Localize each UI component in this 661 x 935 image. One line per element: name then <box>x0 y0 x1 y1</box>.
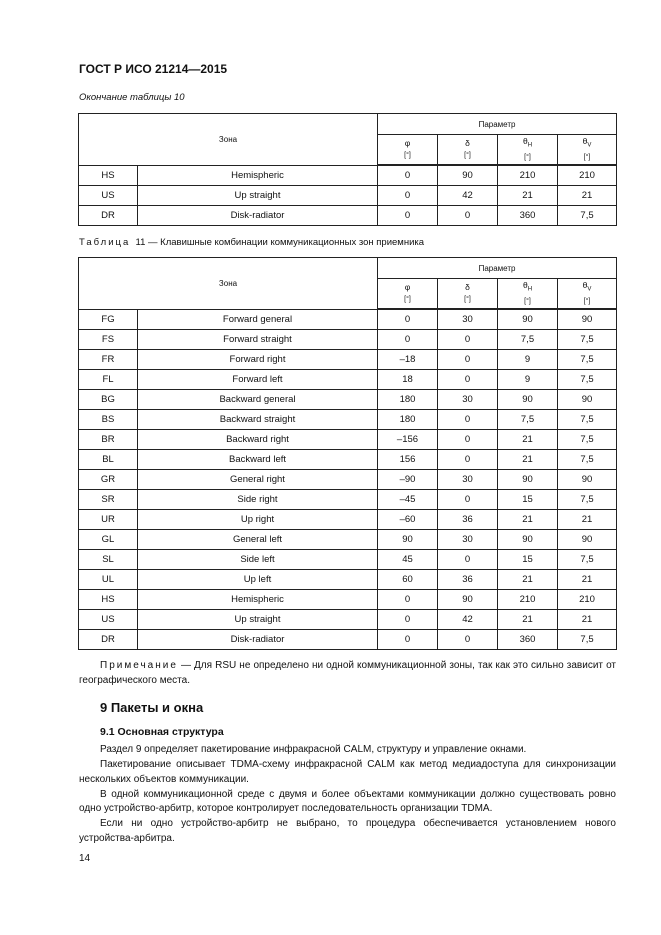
table-cell: Forward general <box>138 309 378 330</box>
table-cell: 60 <box>378 570 438 590</box>
table-cell: 7,5 <box>558 550 617 570</box>
document-header: ГОСТ Р ИСО 21214—2015 <box>79 62 228 76</box>
table-cell: FS <box>79 330 138 350</box>
table-cell: Up straight <box>138 610 378 630</box>
param-symbol: φ <box>404 138 411 148</box>
table-cell: Disk-radiator <box>138 630 378 650</box>
note-text: — Для RSU не определено ни одной коммуникационной зоны, так как это сильно зависит от географического места. <box>79 660 616 686</box>
table-row <box>79 350 617 370</box>
page-number: 14 <box>79 853 91 865</box>
param-symbol: $\theta_V$ <box>582 279 592 293</box>
table-cell: Forward right <box>138 350 378 370</box>
table-cell: 0 <box>438 430 498 450</box>
zone-header: Зона <box>79 258 378 310</box>
table-row <box>79 410 617 430</box>
table-cell: 0 <box>378 610 438 630</box>
param-col-header <box>378 135 438 166</box>
table-cell: GR <box>79 470 138 490</box>
table-cell: DR <box>79 630 138 650</box>
table-cell: 210 <box>558 165 617 186</box>
table-11 <box>78 257 617 650</box>
table-cell: HS <box>79 165 138 186</box>
table-cell: HS <box>79 590 138 610</box>
table-cell: Backward left <box>138 450 378 470</box>
table-cell: 18 <box>378 370 438 390</box>
table-cell: 360 <box>498 206 558 226</box>
table-row <box>79 510 617 530</box>
paragraph: В одной коммуникационной среде с двумя и более объектами коммуникации должно существовать ровно одно устройство-арбитр, которое контролирует последовательность организации TDMA. <box>79 788 616 815</box>
table-row <box>79 330 617 350</box>
table-cell: 90 <box>438 590 498 610</box>
table-cell: 0 <box>378 186 438 206</box>
table-cell: 0 <box>438 410 498 430</box>
table-cell: DR <box>79 206 138 226</box>
table-cell: General right <box>138 470 378 490</box>
table-cell: 30 <box>438 470 498 490</box>
table-cell: 21 <box>498 570 558 590</box>
table-cell: Side left <box>138 550 378 570</box>
table-cell: 0 <box>438 330 498 350</box>
table-cell: 0 <box>438 450 498 470</box>
table-cell: Hemispheric <box>138 165 378 186</box>
table-cell: 21 <box>498 186 558 206</box>
param-symbol: $\theta_H$ <box>522 279 533 293</box>
zone-header: Зона <box>79 114 378 166</box>
table-cell: 7,5 <box>558 350 617 370</box>
table-cell: Hemispheric <box>138 590 378 610</box>
table-cell: Side right <box>138 490 378 510</box>
table-row <box>79 590 617 610</box>
table-cell: 0 <box>438 630 498 650</box>
paragraph: Если ни одно устройство-арбитр не выбрано, то процедура обеспечивается установлением нового устройства-арбитра. <box>79 817 616 844</box>
note-label: Примечание <box>100 660 178 671</box>
param-col-header <box>498 279 558 310</box>
table-cell: 7,5 <box>498 330 558 350</box>
table-cell: 90 <box>438 165 498 186</box>
table-cell: 7,5 <box>498 410 558 430</box>
table-cell: 21 <box>498 430 558 450</box>
table-cell: 45 <box>378 550 438 570</box>
table-cell: Forward straight <box>138 330 378 350</box>
table-row <box>79 206 617 226</box>
table-cell: Backward straight <box>138 410 378 430</box>
table-cell: 210 <box>558 590 617 610</box>
table-cell: Up right <box>138 510 378 530</box>
table-cell: 7,5 <box>558 330 617 350</box>
table-cell: 7,5 <box>558 490 617 510</box>
table-cell: 7,5 <box>558 370 617 390</box>
table-row <box>79 186 617 206</box>
param-symbol: $\theta_H$ <box>522 135 533 149</box>
table-cell: 360 <box>498 630 558 650</box>
table10-caption: Окончание таблицы 10 <box>79 92 185 103</box>
table-row <box>79 550 617 570</box>
table-cell: 0 <box>438 490 498 510</box>
table-cell: 180 <box>378 410 438 430</box>
table-row <box>79 490 617 510</box>
param-symbol: φ <box>404 282 411 292</box>
param-unit: [°] <box>583 154 591 162</box>
table-cell: BG <box>79 390 138 410</box>
table-cell: 90 <box>498 309 558 330</box>
table-cell: 0 <box>378 206 438 226</box>
param-symbol: δ <box>465 138 470 148</box>
table-row <box>79 630 617 650</box>
table-cell: 90 <box>558 470 617 490</box>
param-col-header <box>498 135 558 166</box>
table-row <box>79 610 617 630</box>
param-col-header <box>438 279 498 310</box>
param-unit: [°] <box>583 298 591 306</box>
table-cell: 30 <box>438 390 498 410</box>
param-unit: [°] <box>524 154 531 162</box>
table-cell: 21 <box>558 610 617 630</box>
table-cell: 90 <box>378 530 438 550</box>
subsection-heading: 9.1 Основная структура <box>100 726 224 739</box>
param-unit: [°] <box>464 152 471 159</box>
table-cell: 9 <box>498 370 558 390</box>
table-cell: 0 <box>438 370 498 390</box>
table-cell: US <box>79 186 138 206</box>
table-cell: 210 <box>498 165 558 186</box>
table-cell: 7,5 <box>558 430 617 450</box>
table-cell: 90 <box>498 390 558 410</box>
table-cell: UR <box>79 510 138 530</box>
table-cell: 36 <box>438 510 498 530</box>
table-cell: 180 <box>378 390 438 410</box>
table-cell: 156 <box>378 450 438 470</box>
table-cell: 90 <box>498 530 558 550</box>
param-col-header <box>558 135 617 166</box>
table-row <box>79 430 617 450</box>
note <box>79 659 616 688</box>
table-cell: 0 <box>378 590 438 610</box>
table-cell: UL <box>79 570 138 590</box>
table-cell: 0 <box>438 206 498 226</box>
param-header: Параметр <box>378 258 617 279</box>
table-cell: 21 <box>498 610 558 630</box>
param-unit: [°] <box>404 152 411 159</box>
table-cell: 0 <box>438 350 498 370</box>
table-cell: 21 <box>498 450 558 470</box>
table-cell: 0 <box>438 550 498 570</box>
table-cell: FG <box>79 309 138 330</box>
table-cell: –90 <box>378 470 438 490</box>
table-cell: 42 <box>438 186 498 206</box>
table-cell: FR <box>79 350 138 370</box>
table-cell: 0 <box>378 330 438 350</box>
param-unit: [°] <box>464 296 471 303</box>
table-cell: Disk-radiator <box>138 206 378 226</box>
table-cell: 7,5 <box>558 206 617 226</box>
table-row <box>79 370 617 390</box>
table-cell: 9 <box>498 350 558 370</box>
param-col-header <box>558 279 617 310</box>
table-cell: Forward left <box>138 370 378 390</box>
param-symbol: δ <box>465 282 470 292</box>
param-col-header <box>438 135 498 166</box>
caption-label: Таблица <box>79 237 131 248</box>
table-cell: 36 <box>438 570 498 590</box>
table-cell: Backward right <box>138 430 378 450</box>
table-row <box>79 165 617 186</box>
table11-caption <box>79 237 616 249</box>
table-cell: –45 <box>378 490 438 510</box>
table-cell: 90 <box>498 470 558 490</box>
param-symbol: $\theta_V$ <box>582 135 592 149</box>
caption-text: 11 — Клавишные комбинации коммуникационных зон приемника <box>135 237 425 248</box>
table-row <box>79 450 617 470</box>
table-cell: BS <box>79 410 138 430</box>
table-cell: –156 <box>378 430 438 450</box>
table-row <box>79 470 617 490</box>
table-cell: GL <box>79 530 138 550</box>
param-unit: [°] <box>404 296 411 303</box>
table-cell: 21 <box>558 570 617 590</box>
table-cell: 0 <box>378 630 438 650</box>
table-cell: 30 <box>438 530 498 550</box>
table-cell: 0 <box>378 309 438 330</box>
table-cell: 90 <box>558 390 617 410</box>
table-cell: 21 <box>558 186 617 206</box>
table-cell: SR <box>79 490 138 510</box>
param-header: Параметр <box>378 114 617 135</box>
table-cell: 42 <box>438 610 498 630</box>
table-cell: 90 <box>558 309 617 330</box>
table-cell: 15 <box>498 550 558 570</box>
table-row <box>79 530 617 550</box>
table-cell: FL <box>79 370 138 390</box>
table-cell: Backward general <box>138 390 378 410</box>
param-col-header <box>378 279 438 310</box>
section-heading: 9 Пакеты и окна <box>100 700 204 716</box>
table-cell: 0 <box>378 165 438 186</box>
table-cell: 30 <box>438 309 498 330</box>
paragraph: Пакетирование описывает TDMA-схему инфракрасной CALM как метод медиадоступа для синхронизации нескольких объектов коммуникации. <box>79 759 616 785</box>
table-row <box>79 390 617 410</box>
body-text <box>79 743 616 846</box>
table-cell: 7,5 <box>558 410 617 430</box>
param-unit: [°] <box>524 298 531 306</box>
table-row <box>79 570 617 590</box>
table-cell: US <box>79 610 138 630</box>
table-cell: 21 <box>558 510 617 530</box>
table-cell: –60 <box>378 510 438 530</box>
table-cell: Up left <box>138 570 378 590</box>
table-cell: –18 <box>378 350 438 370</box>
table-cell: 21 <box>498 510 558 530</box>
table-cell: BR <box>79 430 138 450</box>
table-cell: 7,5 <box>558 450 617 470</box>
table-cell: 90 <box>558 530 617 550</box>
table-cell: Up straight <box>138 186 378 206</box>
table-10 <box>78 113 617 226</box>
table-cell: 7,5 <box>558 630 617 650</box>
table-cell: BL <box>79 450 138 470</box>
table-cell: 210 <box>498 590 558 610</box>
table-cell: 15 <box>498 490 558 510</box>
table-row <box>79 309 617 330</box>
paragraph: Раздел 9 определяет пакетирование инфракрасной CALM, структуру и управление окнами. <box>100 744 527 756</box>
table-cell: SL <box>79 550 138 570</box>
table-cell: General left <box>138 530 378 550</box>
